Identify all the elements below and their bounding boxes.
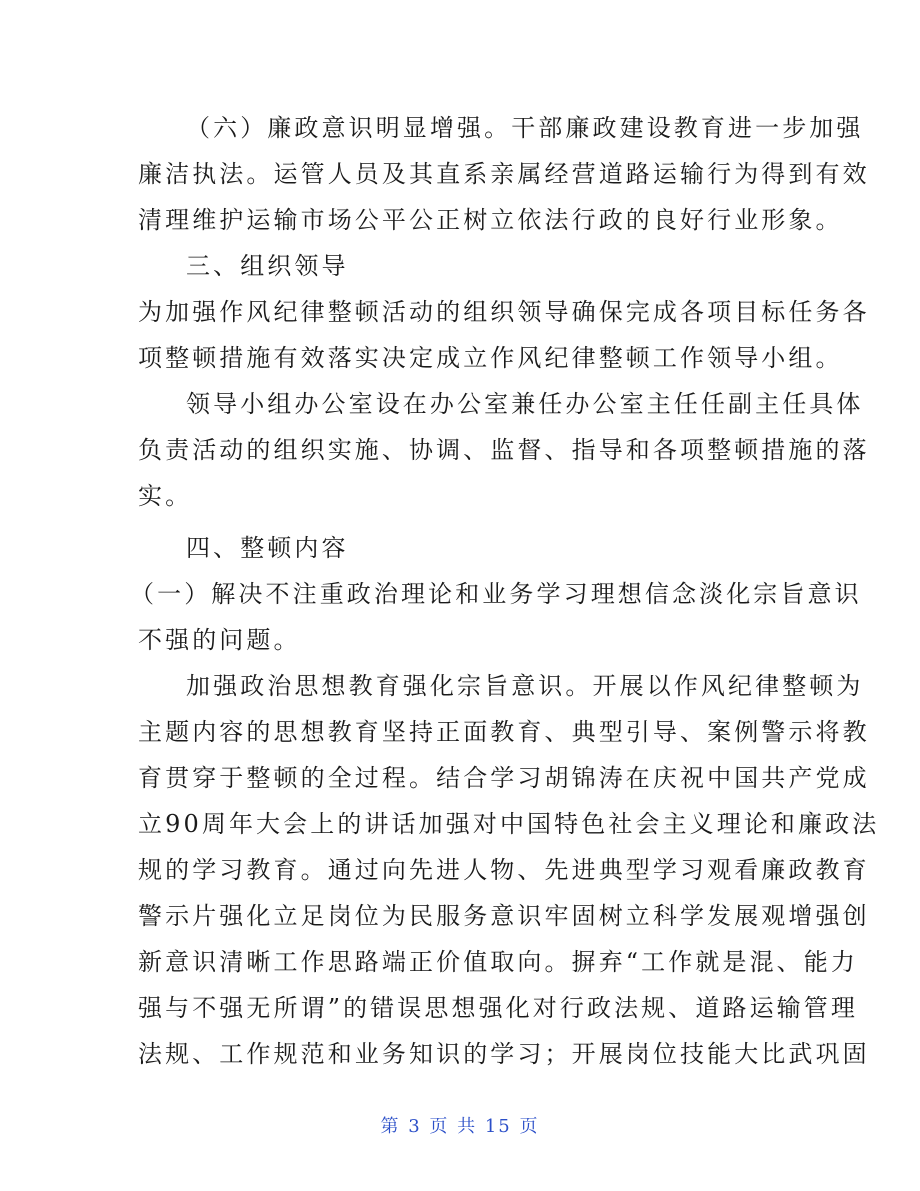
paragraph-line: 负责活动的组织实施、协调、监督、指导和各项整顿措施的落: [138, 436, 870, 464]
paragraph-line: 主题内容的思想教育坚持正面教育、典型引导、案例警示将教: [138, 718, 870, 746]
section-heading: 三、组织领导: [186, 252, 349, 280]
paragraph-line: 领导小组办公室设在办公室兼任办公室主任任副主任具体: [186, 390, 864, 418]
page-number-footer: 第 3 页 共 15 页: [380, 1116, 540, 1137]
paragraph-line: 为加强作风纪律整顿活动的组织领导确保完成各项目标任务各: [138, 298, 870, 326]
paragraph-line: 强与不强无所谓”的错误思想强化对行政法规、道路运输管理: [138, 994, 858, 1022]
paragraph-line: （六）廉政意识明显增强。干部廉政建设教育进一步加强: [186, 114, 864, 142]
paragraph-line: 实。: [138, 482, 193, 510]
paragraph-line: 立90周年大会上的讲话加强对中国特色社会主义理论和廉政法: [138, 810, 880, 838]
paragraph-line: 项整顿措施有效落实决定成立作风纪律整顿工作领导小组。: [138, 344, 843, 372]
paragraph-line: 育贯穿于整顿的全过程。结合学习胡锦涛在庆祝中国共产党成: [138, 764, 870, 792]
subsection-heading: 不强的问题。: [138, 626, 301, 654]
section-heading: 四、整顿内容: [186, 534, 349, 562]
paragraph-line: 加强政治思想教育强化宗旨意识。开展以作风纪律整顿为: [186, 672, 864, 700]
paragraph-line: 新意识清晰工作思路端正价值取向。摒弃“工作就是混、能力: [138, 948, 858, 976]
paragraph-line: 廉洁执法。运管人员及其直系亲属经营道路运输行为得到有效: [138, 160, 870, 188]
paragraph-line: 清理维护运输市场公平公正树立依法行政的良好行业形象。: [138, 206, 843, 234]
paragraph-line: 法规、工作规范和业务知识的学习；开展岗位技能大比武巩固: [138, 1040, 870, 1068]
paragraph-line: 警示片强化立足岗位为民服务意识牢固树立科学发展观增强创: [138, 902, 870, 930]
paragraph-line: 规的学习教育。通过向先进人物、先进典型学习观看廉政教育: [138, 856, 870, 884]
subsection-heading: （一）解决不注重政治理论和业务学习理想信念淡化宗旨意识: [130, 580, 862, 608]
